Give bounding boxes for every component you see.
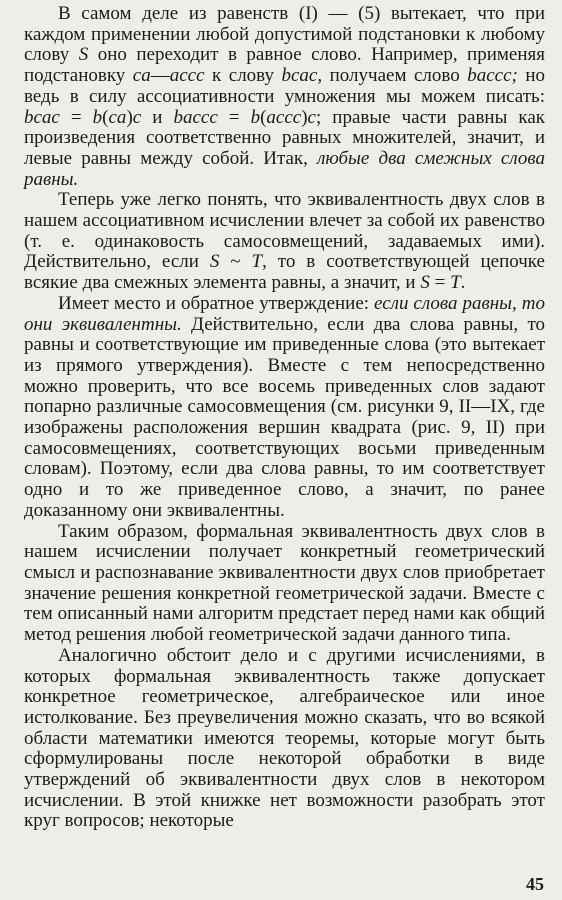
text-run: и: [141, 106, 174, 128]
italic-run: S: [209, 251, 220, 273]
text-run: получаем слово: [322, 65, 468, 87]
italic-run: b: [250, 106, 261, 128]
italic-run: ca: [132, 65, 151, 87]
text-run: =: [429, 272, 451, 294]
text-run: Имеет место и обратное утверждение:: [58, 292, 375, 314]
italic-run: S: [78, 44, 89, 66]
paragraph-5: [24, 646, 545, 832]
paragraph-1: [24, 4, 545, 190]
text-run: .: [460, 272, 466, 294]
italic-run: ca: [108, 106, 127, 128]
text-run: =: [59, 106, 93, 128]
italic-run: bcac: [24, 106, 60, 128]
paragraph-4: [24, 522, 545, 646]
italic-run: c: [132, 106, 142, 128]
paragraph-2: [24, 190, 545, 294]
italic-run: bcac,: [281, 65, 323, 87]
text-run: Действительно, если два слова равны, то равны и соответствующие им приведенные слова (это вытекает из прямого утверждения). Вместе с тем непосредственно можно проверить, что все восемь приведенных слов задают попарно различные самосовмещения (см. рисунки 9, II—IX, где изображены расположения вершин квадрата (рис. 9, II) при самосовмещениях, соответствующих восьми приведенным словам). Поэтому, если два слова равны, то им соответствует одно и то же приведенное слово, а значит, по ранее доказанному они эквивалентны.: [24, 313, 545, 521]
italic-run: T: [251, 251, 263, 273]
text-run: Теперь уже легко понять, что эквивалентность двух слов в нашем ассоциативном исчислении влечет за собой их равенство (т. е. одинаковость самосовмещений, задаваемых ими). Действительно, если: [24, 189, 545, 273]
italic-run: если слова равны, то они эквивалентны.: [24, 292, 545, 335]
italic-run: accc: [169, 65, 205, 87]
italic-run: baccc: [173, 106, 218, 128]
text-run: ; правые части равны как произведения соответственно равных множителей, значит, и левые равны между собой. Итак,: [24, 106, 546, 169]
italic-run: S: [420, 272, 430, 294]
text-run: но ведь в силу ассоциативности умножения мы можем писать:: [24, 65, 546, 107]
italic-run: baccc;: [467, 65, 518, 87]
text-run: оно переходит в равное слово. Например, применяя подстановку: [24, 44, 545, 87]
text-run: ): [126, 106, 133, 128]
italic-run: c: [307, 106, 316, 128]
main-text: [24, 4, 545, 832]
text-run: к слову: [204, 65, 282, 87]
text-run: Таким образом, формальная эквивалентность двух слов в нашем исчислении получает конкретный геометрический смысл и распознавание эквивалентности двух слов приобретает значение решения конкретной геометрической задачи. Вместе с тем описанный нами алгоритм предстает перед нами как общий метод решения любой геометрической задачи данного типа.: [24, 520, 545, 646]
italic-run: b: [92, 106, 103, 128]
text-run: , то в соответствующей цепочке всякие два смежных элемента равны, а значит, и: [24, 251, 545, 294]
text-run: (: [102, 106, 109, 128]
text-run: (: [260, 106, 267, 128]
text-run: =: [217, 106, 251, 128]
italic-run: T: [450, 272, 461, 294]
page-number: 45: [526, 874, 544, 894]
text-run: ~: [219, 251, 252, 273]
text-run: В самом деле из равенств (I) — (5) вытекает, что при каждом применении любой допустимой подстановки к любому слову: [24, 3, 545, 66]
paragraph-3: [24, 294, 545, 522]
text-run: Аналогично обстоит дело и с другими исчислениями, в которых формальная эквивалентность также допускает конкретное геометрическое, алгебраическое или иное истолкование. Без преувеличения можно сказать, что во всякой области математики имеются теоремы, которые могут быть сформулированы после некоторой обработки в виде утверждений об эквивалентности двух слов в некотором исчислении. В этой книжке нет возможности разобрать этот круг вопросов; некоторые: [24, 644, 545, 832]
text-run: —: [150, 65, 170, 87]
italic-run: accc: [266, 106, 302, 128]
text-run: ): [301, 106, 308, 128]
italic-run: любые два смежных слова равны.: [24, 147, 545, 190]
